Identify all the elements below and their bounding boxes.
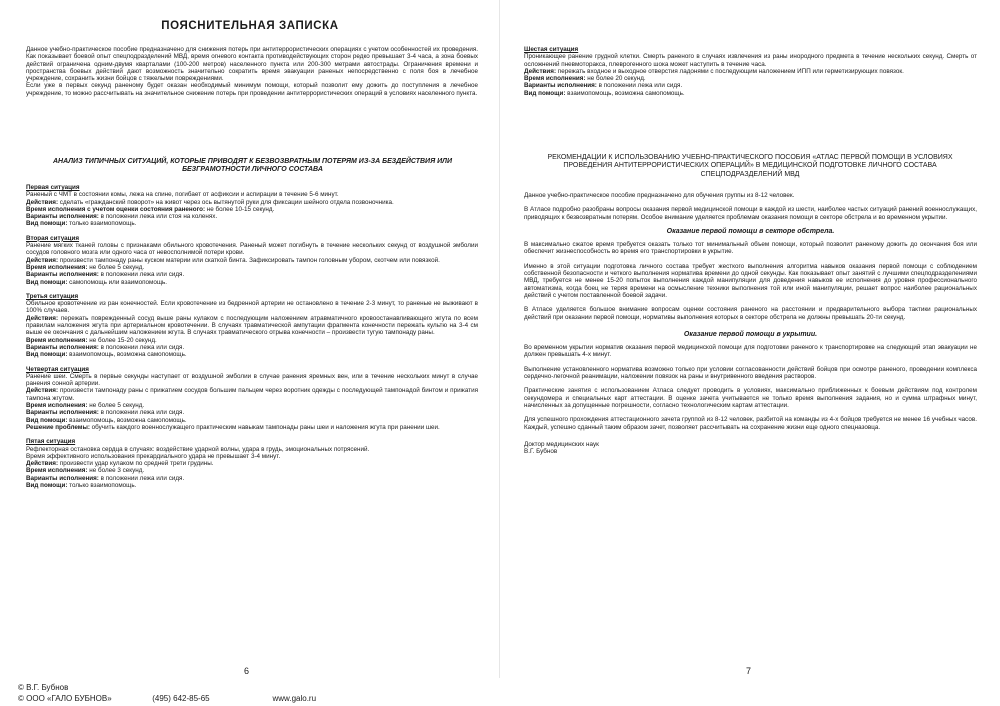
situation-line bbox=[26, 467, 478, 474]
copyright-author: © В.Г. Бубнов bbox=[18, 683, 69, 692]
field-label: Варианты исполнения: bbox=[26, 474, 99, 482]
field-label: Время исполнения: bbox=[26, 336, 88, 344]
field-text: в положении лежа или стоя на коленях. bbox=[98, 213, 218, 221]
copyright-company: © ООО «ГАЛО БУБНОВ» bbox=[18, 694, 112, 703]
situation-title: Первая ситуация bbox=[26, 184, 80, 191]
rec-paragraph: Практические занятия с использованием Атласа следует проводить в условиях, максимально приближенных к боевым действиям под контролем секундомера и специальных карт аттестации. В оценке зачета учитывается не только время выполнения задания, но и сумма штрафных минут, начисленных за допущенные погрешности, согласно технологическим картам аттестации. bbox=[524, 387, 977, 409]
field-text: обучить каждого военнослужащего практическим навыкам тампонады раны шеи и наложения жгута при ранении шеи. bbox=[89, 423, 440, 431]
field-label: Решение проблемы: bbox=[26, 423, 90, 431]
situation-line bbox=[26, 424, 478, 431]
signature bbox=[524, 441, 977, 456]
phone-number: (495) 642-85-65 bbox=[152, 694, 210, 703]
field-text: в положении лежа или сидя. bbox=[98, 409, 185, 417]
field-label: Время исполнения: bbox=[26, 467, 88, 475]
rec-paragraph: Данное учебно-практическое пособие предназначено для обучения группы из 8-12 человек. bbox=[524, 192, 795, 199]
field-text: пережать входное и выходное отверстия ладонями с последующим наложением ИПП или герметизирующих повязок. bbox=[556, 67, 904, 75]
field-text: в положении лежа или сидя. bbox=[596, 82, 683, 90]
field-text: взаимопомощь, возможна самопомощь. bbox=[565, 89, 685, 97]
field-text: произвести удар кулаком по средней трети грудины. bbox=[58, 460, 214, 468]
situation-line bbox=[26, 373, 478, 388]
field-text: не более 15-20 секунд. bbox=[87, 336, 157, 344]
field-text: только взаимопомощь. bbox=[67, 220, 137, 228]
field-label: Действия: bbox=[26, 314, 59, 322]
page-number: 6 bbox=[244, 666, 250, 676]
field-text: произвести тампонаду раны с прижатием сосудов большим пальцем через воротник одежды с последующей тампонадой бинтом и прижатия тампона жгутом. bbox=[26, 387, 478, 402]
situation-line bbox=[26, 300, 478, 315]
intro-paragraph: Данное учебно-практическое пособие предназначено для снижения потерь при антитеррористических операциях с учетом особенностей их проведения. Как показывает боевой опыт спецподразделений МВД, время огневого контакта противодействующих сторон редко превышает 3-4 часа, а зона боевых действий ограничена одним-двумя кварталами (100-200 метров) населенного пункта или 200-300 метрами автострады. Ограничения времени и пространства боевых действий дают возможность значительно сократить время эвакуации раненых непосредственно с поля боя в лечебное учреждение, сохранить жизни бойцов с тяжелыми повреждениями. bbox=[26, 46, 478, 83]
situation-line bbox=[524, 90, 977, 97]
situation-title: Третья ситуация bbox=[26, 292, 79, 300]
situation-block bbox=[26, 184, 478, 228]
right-page bbox=[500, 0, 1000, 678]
situation-block bbox=[26, 293, 478, 359]
situation-line bbox=[26, 271, 478, 278]
rec-paragraph: Выполнение установленного норматива возможно только при условии согласованности действий бойцов при осмотре раненого, проведении комплекса сердечно-легочной реанимации, наложении повязок на раны и внутривенного введения растворов. bbox=[524, 365, 977, 381]
analysis-heading: АНАЛИЗ ТИПИЧНЫХ СИТУАЦИЙ, КОТОРЫЕ ПРИВОДЯТ К БЕЗВОЗВРАТНЫМ ПОТЕРЯМ ИЗ-ЗА БЕЗДЕЙСТВИЯ ИЛИ БЕЗГРАМОТНОСТИ ЛИЧНОГО СОСТАВА bbox=[52, 158, 453, 174]
field-label: Вид помощи: bbox=[26, 351, 68, 359]
signature-name: В.Г. Бубнов bbox=[524, 448, 558, 456]
situation-line bbox=[524, 53, 977, 68]
situation-block bbox=[524, 46, 977, 97]
situation-line bbox=[26, 315, 478, 337]
field-label: Действия: bbox=[26, 198, 59, 206]
field-label: Время исполнения: bbox=[26, 263, 88, 271]
recommendations-heading: РЕКОМЕНДАЦИИ К ИСПОЛЬЗОВАНИЮ УЧЕБНО-ПРАКТИЧЕСКОГО ПОСОБИЯ «АТЛАС ПЕРВОЙ ПОМОЩИ В УСЛОВИЯХ ПРОВЕДЕНИЯ АНТИТЕРРОРИСТИЧЕСКИХ ОПЕРАЦИЙ» В МЕДИЦИНСКОЙ ПОДГОТОВКЕ ЛИЧНОГО СОСТАВА СПЕЦПОДРАЗДЕЛЕНИЙ МВД bbox=[547, 154, 953, 178]
left-page bbox=[0, 0, 500, 678]
rec-paragraph: В Атласе подробно разобраны вопросы оказания первой медицинской помощи в каждой из шести, наиболее частых ситуаций ранений военнослужащих, приводящих к безвозвратным потерям. Особое внимание уделяется проблемам оказания помощи в секторе обстрела и во временном укрытии. bbox=[524, 206, 977, 221]
page-number: 7 bbox=[746, 666, 752, 676]
field-label: Вид помощи: bbox=[26, 416, 68, 424]
situation-line bbox=[26, 351, 478, 358]
situation-block bbox=[26, 235, 478, 286]
page-title: ПОЯСНИТЕЛЬНАЯ ЗАПИСКА bbox=[161, 20, 339, 32]
field-text: взаимопомощь, возможна самопомощь. bbox=[67, 416, 187, 424]
field-text: Ранение мягких тканей головы с признаками обильного кровотечения. Раненый может погибнуть в течение нескольких секунд от воздушной эмболии сосудов головного мозга или одного часа от невосполнимой потери крови. bbox=[26, 242, 478, 257]
field-label: Вид помощи: bbox=[26, 278, 68, 286]
situation-line bbox=[26, 402, 478, 409]
situation-title: Шестая ситуация bbox=[524, 46, 579, 53]
field-text: взаимопомощь, возможна самопомощь. bbox=[67, 351, 187, 359]
rec-paragraph: Во временном укрытии норматив оказания первой медицинской помощи для подготовки раненого к транспортировке на следующий этап эвакуации не должен превышать 4-х минут. bbox=[524, 344, 977, 359]
footer bbox=[18, 682, 418, 704]
field-text: пережать поврежденный сосуд выше раны кулаком с последующим наложением атравматичного кровоостанавливающего жгута по всем правилам наложения жгута при артериальном кровотечении. В случаях травматической ампутации фрагмента конечности пережать культю на 3-4 см выше ее окончания с дальнейшим наложением жгута. В случаях травматического отрыва конечности – произвести тугую тампонаду раны. bbox=[26, 314, 478, 337]
situation-line bbox=[26, 453, 478, 460]
situation-line bbox=[26, 279, 478, 286]
field-label: Варианты исполнения: bbox=[26, 409, 99, 417]
situation-line bbox=[26, 213, 478, 220]
rec-paragraph: В максимально сжатое время требуется оказать только тот минимальный объем помощи, который позволит раненому дожить до окончания боя или обеспечит жизнеспособность во время его транспортировки в укрытие. bbox=[524, 241, 977, 256]
situation-line bbox=[26, 199, 478, 206]
field-text: не более 3 секунд. bbox=[87, 467, 145, 475]
field-text: в положении лежа или сидя. bbox=[98, 343, 185, 351]
field-text: в положении лежа или сидя. bbox=[98, 474, 185, 482]
field-text: Ранение шеи. Смерть в первые секунды наступает от воздушной эмболии в случае ранения яремных вен, или в течение нескольких минут в случае ранения сонной артерии. bbox=[26, 372, 478, 388]
field-label: Действия: bbox=[26, 460, 59, 468]
field-label: Действия: bbox=[26, 387, 59, 395]
field-text: сделать «гражданский поворот» на живот через ось вытянутой руки для фиксации шейного отдела позвоночника. bbox=[58, 198, 394, 206]
field-label: Вид помощи: bbox=[26, 220, 68, 228]
intro-paragraph: Если уже в первых секунд раненому будет оказан необходимый минимум помощи, который позволит ему дожить до поступления в лечебное учреждение, то можно рассчитывать на значительное снижение потерь при проведении антитеррористических операций в условиях населенного пункта. bbox=[26, 82, 478, 97]
subheading-shelter: Оказание первой помощи в укрытии. bbox=[683, 330, 818, 338]
situation-title: Вторая ситуация bbox=[26, 234, 80, 242]
situation-line bbox=[26, 206, 478, 213]
rec-paragraph: Именно в этой ситуации подготовка личного состава требует жесткого выполнения алгоритма навыков оказания первой помощи с соблюдением собственной безопасности и четкого выполнения норматива времени до одной секунды. Как показывает опыт занятий с лучшими спецподразделениями МВД, требуется не менее 15-20 попыток выполнения каждой манипуляции для доведения навыков ее исполнения до уровня профессионального автоматизма, когда боец не теряя времени на осмысление техники выполнения той или иной манипуляции, решает вопрос наиболее рациональных действий с учетом поставленной боевой задачи. bbox=[524, 262, 977, 299]
situation-line bbox=[26, 446, 478, 453]
situations-list bbox=[26, 184, 478, 496]
field-text: только взаимопомощь. bbox=[67, 481, 137, 489]
field-text: в положении лежа или сидя. bbox=[98, 271, 185, 279]
recommendations-text bbox=[524, 192, 977, 455]
footer-row bbox=[18, 682, 418, 693]
field-text: Рефлекторная остановка сердца в случаях: воздействие ударной волны, удара в грудь, эмоциональных потрясений. bbox=[26, 445, 370, 453]
situation-line bbox=[26, 337, 478, 344]
situation-line bbox=[524, 82, 977, 89]
situation-title: Пятая ситуация bbox=[26, 438, 76, 446]
situation-block bbox=[26, 438, 478, 489]
situation-line bbox=[26, 482, 478, 489]
situation-line bbox=[524, 75, 977, 82]
situation-line bbox=[26, 417, 478, 424]
signature-title: Доктор медицинских наук bbox=[524, 440, 599, 448]
field-text: произвести тампонаду раны куском материи или скаткой бинта. Зафиксировать тампон головным убором, скотчем или повязкой. bbox=[58, 256, 440, 264]
situation-block bbox=[26, 366, 478, 432]
field-text: не более 5 секунд. bbox=[87, 263, 145, 271]
website-link[interactable]: www.galo.ru bbox=[272, 694, 317, 703]
field-text: Проникающее ранение грудной клетки. Смерть раненого в случаях извлечения из раны инородного предмета в течение нескольких секунд. Смерть от осложнений пневмоторакса, плеврогенного шока может наступить в течение часа. bbox=[524, 53, 977, 68]
field-label: Действия: bbox=[26, 256, 59, 264]
field-label: Вид помощи: bbox=[524, 89, 566, 97]
field-text: не более 10-15 секунд. bbox=[205, 205, 275, 213]
rec-paragraph: В Атласе уделяется большое внимание вопросам оценки состояния раненого на расстоянии и предварительного выбора тактики рациональных действий при оказании первой помощи, нормативы выполнения которых в секторе обстрела не должны превышать 20-ти секунд. bbox=[524, 306, 977, 321]
subheading-sector: Оказание первой помощи в секторе обстрела. bbox=[666, 227, 835, 235]
situation-line bbox=[26, 264, 478, 271]
situation-line bbox=[26, 475, 478, 482]
field-label: Время исполнения с учетом оценки состояния раненого: bbox=[26, 205, 206, 213]
situation-line bbox=[26, 387, 478, 402]
field-text: не более 20 секунд. bbox=[585, 75, 646, 83]
field-label: Варианты исполнения: bbox=[26, 343, 99, 351]
situation-line bbox=[26, 409, 478, 416]
field-label: Время исполнения: bbox=[524, 75, 586, 83]
situation-line bbox=[26, 191, 478, 198]
field-text: Раненый с ЧМТ в состоянии комы, лежа на спине, погибает от асфиксии и аспирации в течение 5-6 минут. bbox=[26, 191, 339, 199]
situation-line bbox=[26, 242, 478, 257]
situation-line bbox=[26, 257, 478, 264]
field-label: Вид помощи: bbox=[26, 481, 68, 489]
field-label: Варианты исполнения: bbox=[524, 82, 597, 90]
field-text: самопомощь или взаимопомощь. bbox=[67, 278, 168, 286]
field-label: Время исполнения: bbox=[26, 402, 88, 410]
situation-line bbox=[26, 344, 478, 351]
situation-six bbox=[524, 46, 977, 104]
field-text: Обильное кровотечение из ран конечностей. Если кровотечение из бедренной артерии не остановлено в течение 2-3 минут, то раненые не выживают в 100% случаев. bbox=[26, 300, 478, 315]
intro-text bbox=[26, 46, 478, 97]
field-label: Действия: bbox=[524, 67, 557, 75]
footer-row bbox=[18, 693, 418, 704]
rec-paragraph: Для успешного прохождения аттестационного зачета группой из 8-12 человек, разбитой на команды из 4-х бойцов требуется не менее 16 учебных часов. Каждый, успешно сданный таким образом зачет, позволяет рассчитывать на сохранение жизни еще одного спецназовца. bbox=[524, 416, 977, 431]
field-text: Время эффективного использования прекардиального удара не превышает 3-4 минут. bbox=[26, 452, 281, 460]
situation-line bbox=[26, 220, 478, 227]
field-label: Варианты исполнения: bbox=[26, 271, 99, 279]
situation-title: Четвертая ситуация bbox=[26, 365, 89, 373]
field-label: Варианты исполнения: bbox=[26, 213, 99, 221]
field-text: не более 5 секунд. bbox=[87, 402, 145, 410]
